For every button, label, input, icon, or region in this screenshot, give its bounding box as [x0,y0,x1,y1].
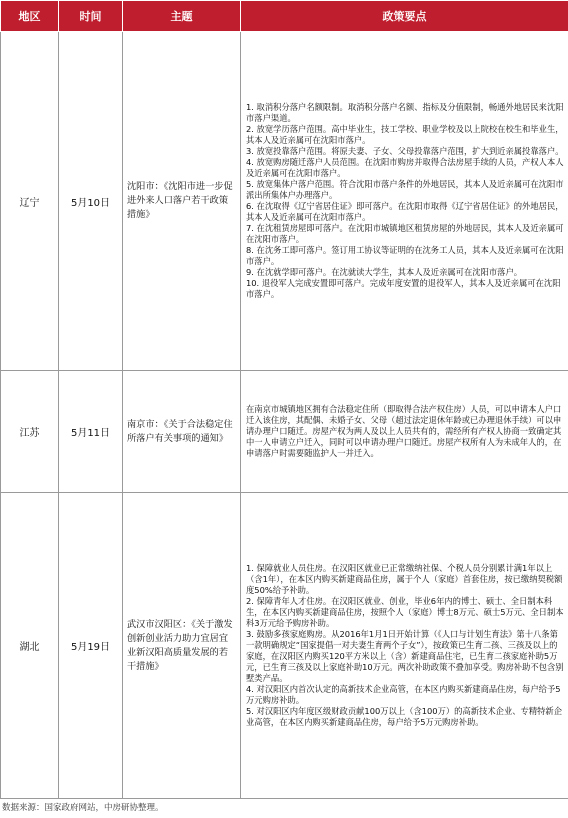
table-header [1,1,568,32]
policy-point: 7. 在沈租赁房屋即可落户。在沈阳市城镇地区租赁房屋的外地居民，其本人及近亲属可在沈阳市落户。 [246,223,564,244]
points-cell [241,32,568,371]
policy-point: 3. 鼓励多孩家庭购房。从2016年1月1日开始计算（《人口与计划生育法》第十八条第一款明确规定“国家提倡一对夫妻生育两个子女”），按政策已生育二孩、三孩及以上的家庭，在汉阳区内购买120平方米以上（含）新建商品住宅，已生育二孩家庭补助5万元，已生育三孩及以上家庭补助10万元。两次补助政策不叠加享受。购房补助不包含别墅类产品。 [246,629,564,683]
policy-point: 2. 保障青年人才住房。在汉阳区就业、创业，毕业6年内的博士、硕士、全日制本科生，在本区内购买新建商品住房，按照个人（家庭）博士8万元、硕士5万元、全日制本科3万元给予购房补助。 [246,596,564,628]
region-cell: 江苏 [1,371,59,493]
policy-point: 1. 取消积分落户名额限制。取消积分落户名额、指标及分值限制，畅通外地居民来沈阳市落户渠道。 [246,102,564,123]
region-cell: 辽宁 [1,32,59,371]
table-body [1,32,568,799]
policy-point: 6. 在沈取得《辽宁省居住证》即可落户。在沈阳市取得《辽宁省居住证》的外地居民，其本人及近亲属可在沈阳市落户。 [246,201,564,222]
points-cell [241,493,568,799]
policy-point: 在南京市城镇地区拥有合法稳定住所（即取得合法产权住房）人员，可以申请本人户口迁入该住房，其配偶、未婚子女、父母（超过法定退休年龄或已办理退休手续）可以申请办理户口随迁。房屋产权为两人及以上人员共有的，需经所有产权人协商一致确定其中一人申请立户迁入，同时可以申请办理户口随迁。房屋产权所有人为未成年人的，在申请落户时需要随监护人一并迁入。 [246,404,562,458]
policy-point: 3. 放宽投靠落户范围。将原夫妻、子女、父母投靠落户范围，扩大到近亲属投靠落户。 [246,146,564,156]
policy-point: 8. 在沈务工即可落户。签订用工协议等证明的在沈务工人员，其本人及近亲属可在沈阳市落户。 [246,245,564,266]
points-cell [241,371,568,493]
date-cell: 5月19日 [59,493,123,799]
policy-point: 1. 保障就业人员住房。在汉阳区就业已正常缴纳社保、个税人员分别累计满1年以上（含1年），在本区内购买新建商品住房，属于个人（家庭）首套住房，按已缴纳契税额度50%给予补助。 [246,563,563,595]
policy-point: 5. 对汉阳区内年度区级财政贡献100万以上（含100万）的高新技术企业、专精特新企业高管，在本区内购买新建商品住房，每户给予5万元购房补助。 [246,706,563,727]
topic-cell: 武汉市汉阳区：《关于激发创新创业活力助力宜居宜业新汉阳高质量发展的若干措施》 [123,493,241,799]
table-row [1,493,568,799]
policy-point: 4. 对汉阳区内首次认定的高新技术企业高管，在本区内购买新建商品住房，每户给予5万元购房补助。 [246,684,561,705]
header-date: 时间 [59,1,123,32]
table-row [1,32,568,371]
header-points: 政策要点 [241,1,568,32]
date-cell: 5月10日 [59,32,123,371]
policy-point: 4. 放宽购房随迁落户人员范围。在沈阳市购房并取得合法房屋手续的人员，产权人本人及近亲属可在沈阳市落户。 [246,157,564,178]
header-region: 地区 [1,1,59,32]
policy-point: 10. 退役军人完成安置即可落户。完成年度安置的退役军人，其本人及近亲属可在沈阳市落户。 [246,278,561,299]
table-row [1,371,568,493]
date-cell: 5月11日 [59,371,123,493]
policy-point: 9. 在沈就学即可落户。在沈就读大学生，其本人及近亲属可在沈阳市落户。 [246,267,523,277]
header-topic: 主题 [123,1,241,32]
policy-point: 2. 放宽学历落户范围。高中毕业生，技工学校、职业学校及以上院校在校生和毕业生，其本人及近亲属可在沈阳市落户。 [246,124,564,145]
source-note: 数据来源：国家政府网站，中房研协整理。 [2,803,164,813]
region-cell: 湖北 [1,493,59,799]
topic-cell: 南京市：《关于合法稳定住所落户有关事项的通知》 [123,371,241,493]
header-row [1,1,568,32]
policy-point: 5. 放宽集体户落户范围。符合沈阳市落户条件的外地居民，其本人及近亲属可在沈阳市派出所集体户办理落户。 [246,179,564,200]
topic-cell: 沈阳市：《沈阳市进一步促进外来人口落户若干政策措施》 [123,32,241,371]
